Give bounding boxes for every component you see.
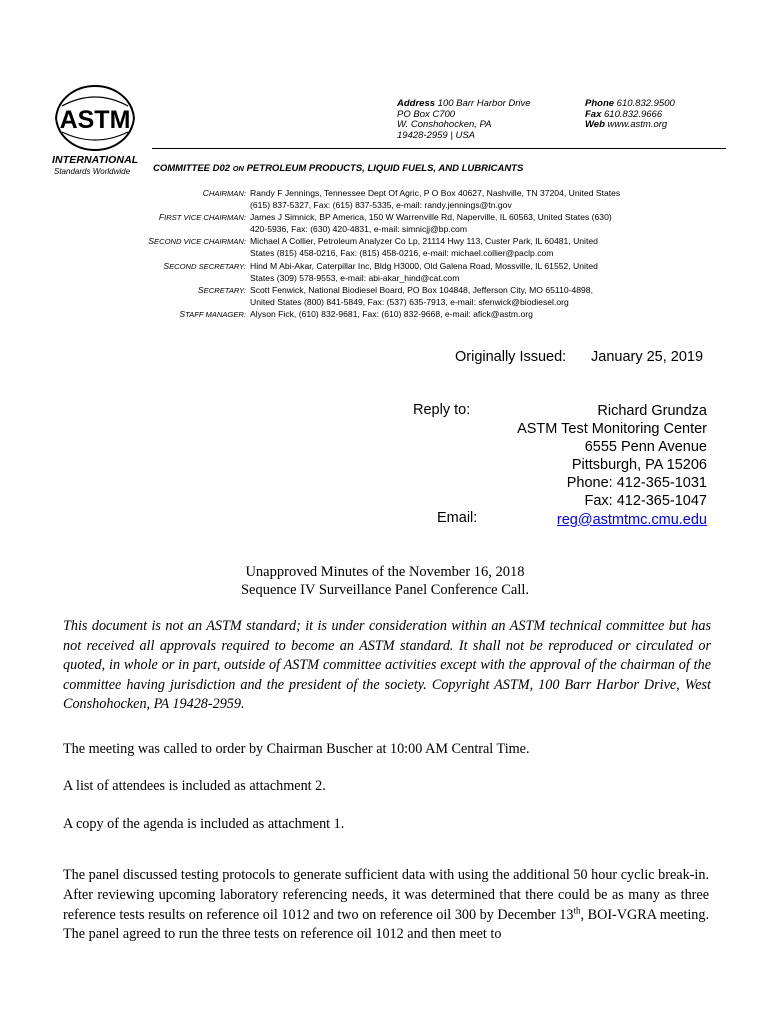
body-text: , BOI-VGRA meeting. The panel agreed to run the three tests on reference oil 1012 and then meet to [63,906,710,943]
body-paragraph: A list of attendees is included as attachment 2. [63,778,326,794]
officer-line2: United States (800) 841-5849, Fax: (537) 635-7913, e-mail: sfenwick@biodiesel.org [250,296,569,307]
officer-row [120,187,720,211]
address-line2: PO Box C700 [397,108,456,120]
address-line3: W. Conshohocken, PA [397,119,492,131]
phone-label: Phone [585,98,615,109]
committee-heading [153,163,523,174]
superscript: th [573,904,581,915]
officer-line1: Randy F Jennings, Tennessee Dept Of Agric, P O Box 40627, Nashville, TN 37204, United States [250,188,621,198]
email-label: Email: [437,510,478,526]
reply-label: Reply to: [413,402,471,418]
reply-fax: Fax: 412-365-1047 [584,493,707,510]
committee-prefix: COMMITTEE D02 [153,163,231,174]
officer-line2: States (309) 578-9553, e-mail: abi-akar_hind@cat.com [250,272,460,283]
committee-name: PETROLEUM PRODUCTS, LIQUID FUELS, AND LUBRICANTS [246,163,524,174]
officer-row [120,235,720,259]
contact-block [585,99,675,131]
logo-tagline: Standards Worldwide [54,167,131,176]
reply-org: ASTM Test Monitoring Center [517,421,707,438]
officer-line1: Alyson Fick, (610) 832-9681, Fax: (610) 832-9668, e-mail: afick@astm.org [250,308,533,319]
web-value: www.astm.org [607,119,668,131]
officers-list [120,187,720,321]
officer-row [120,211,720,235]
officer-row [120,284,720,308]
officer-role: SECRETARY: [197,284,246,295]
body-paragraph: A copy of the agenda is included as attachment 1. [63,816,345,832]
title-line2: Sequence IV Surveillance Panel Conference Call. [240,582,530,598]
reply-phone: Phone: 412-365-1031 [566,475,707,492]
officer-row [120,308,720,321]
officer-line1: Scott Fenwick, National Biodiesel Board, PO Box 104848, Jefferson City, MO 65110-4898, [250,284,593,295]
fax-label: Fax [585,108,602,120]
officer-role: CHAIRMAN: [202,188,246,198]
copyright-disclaimer: This document is not an ASTM standard; it is under consideration within an ASTM technical committee but has not received all approvals required to become an ASTM standard. It shall not be reproduced or circulated or quoted, in whole or in part, outside of ASTM committee activities except with the approval of the chairman of the committee having jurisdiction and the president of the society. Copyright ASTM, 100 Barr Harbor Drive, West Conshohocken, PA 19428-2959. [63,618,711,713]
header-divider [152,148,726,149]
body-paragraph [63,866,709,945]
address-line1: 100 Barr Harbor Drive [437,98,531,109]
body-text: The panel discussed testing protocols to generate sufficient data with using the additional 50 hour cyclic break-in. After reviewing upcoming laboratory referencing needs, it was determined that there could be as many as three reference tests results on reference oil 1012 and two on reference oil 300 by December 13 [63,867,709,923]
reply-street: 6555 Penn Avenue [584,439,707,456]
fax-value: 610.832.9666 [604,108,663,120]
committee-on: ON [232,164,244,173]
officer-line1: Michael A Collier, Petroleum Analyzer Co Lp, 21114 Hwy 113, Custer Park, IL 60481, United [250,236,598,247]
officer-line1: James J Simnick, BP America, 150 W Warrenville Rd, Naperville, IL 60563, United States (630) [250,212,612,223]
officer-role: SECOND VICE CHAIRMAN: [148,236,246,247]
reply-email-link[interactable]: reg@astmtmc.cmu.edu [556,511,707,528]
astm-logo-mark [52,84,138,152]
body-paragraph: The meeting was called to order by Chairman Buscher at 10:00 AM Central Time. [63,741,530,757]
reply-name: Richard Grundza [597,403,707,419]
officer-role: SECOND SECRETARY: [163,260,246,271]
reply-city: Pittsburgh, PA 15206 [571,457,707,474]
address-block [397,99,531,141]
officer-role: FIRST VICE CHAIRMAN: [158,212,246,223]
reply-address [517,402,707,529]
officer-line2: (615) 837-5327, Fax: (615) 837-5335, e-mail: randy.jennings@tn.gov [250,200,512,211]
astm-logo [52,84,144,176]
logo-text: ASTM [59,106,131,134]
address-line4: 19428-2959 | USA [397,129,475,141]
officer-line1: Hind M Abi-Akar, Caterpillar Inc, Bldg H3000, Old Galena Road, Mossville, IL 61552, United [250,260,598,271]
logo-international: INTERNATIONAL [52,154,139,166]
title-line1: Unapproved Minutes of the November 16, 2018 [245,564,525,580]
officer-row [120,260,720,284]
document-title [0,563,770,599]
officer-line2: 420-5936, Fax: (630) 420-4831, e-mail: simnicjj@bp.com [250,224,467,235]
phone-value: 610.832.9500 [616,98,675,109]
issued-label: Originally Issued: [455,349,567,365]
web-label: Web [585,119,605,131]
address-label: Address [397,98,436,109]
officer-line2: States (815) 458-0216, Fax: (815) 458-0216, e-mail: michael.collier@paclp.com [250,248,554,259]
officer-role: STAFF MANAGER: [179,308,246,319]
issued-date: January 25, 2019 [591,349,704,365]
